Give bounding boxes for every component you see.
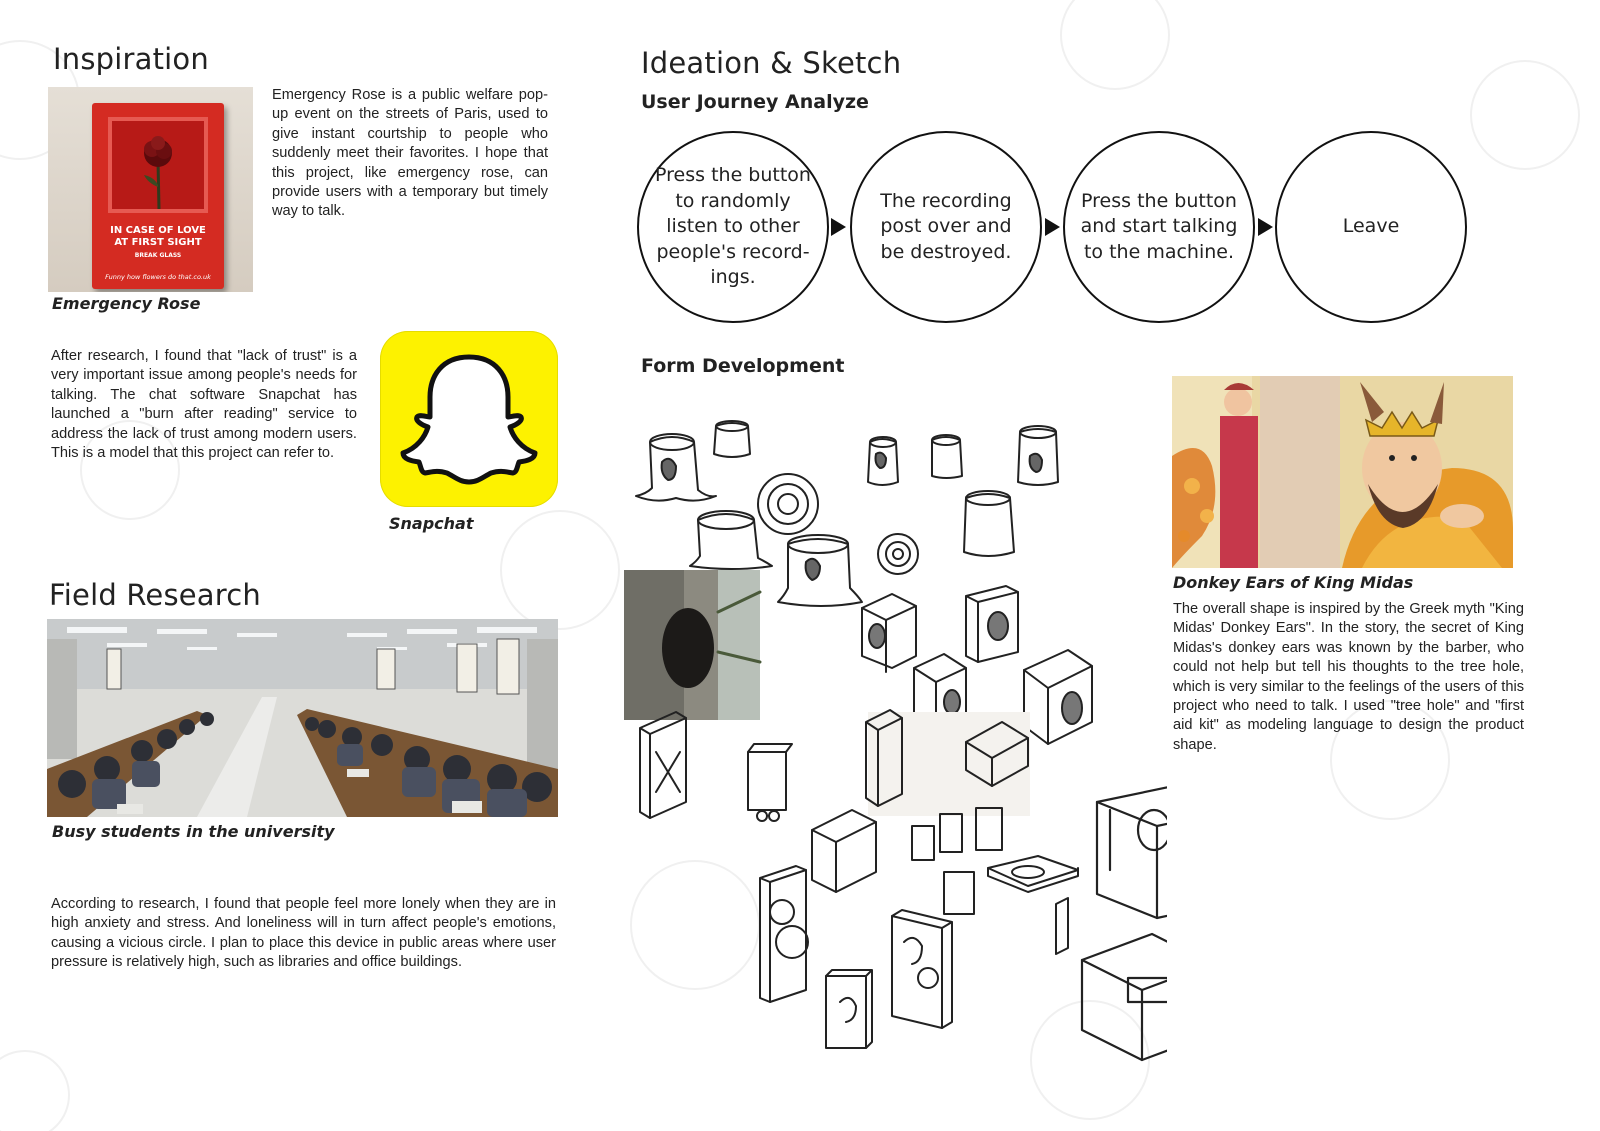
user-journey-title: User Journey Analyze xyxy=(641,91,869,113)
king-midas-paragraph: The overall shape is inspired by the Greek myth "King Midas' Donkey Ears". In the story, the secret of King Midas's donkey ears was known by the barber, who could not help but tell his thoughts to the tree hole, which is very similar to the feelings of the users of this project who need to talk. I used "tree hole" and "first aid kit" as modeling language to design the product shape. xyxy=(1173,601,1524,753)
snapchat-caption: Snapchat xyxy=(389,514,474,533)
emergency-rose-photo xyxy=(48,87,253,292)
king-midas-painting xyxy=(1172,376,1513,568)
rose-icon xyxy=(112,121,204,209)
emergency-rose-paragraph: Emergency Rose is a public welfare pop-up event on the streets of Paris, used to give instant courtship to people who suddenly meet their favorites. I hope that this project, like emergency rose, can provide users with a temporary but timely way to talk. xyxy=(272,87,548,220)
form-development-sketches xyxy=(622,412,1167,1072)
emergency-rose-caption: Emergency Rose xyxy=(52,294,201,313)
journey-step-3: Press the button and start talking to the machine. xyxy=(1063,131,1255,323)
ideation-title: Ideation & Sketch xyxy=(641,46,902,80)
journey-step-4: Leave xyxy=(1275,131,1467,323)
arrow-right-icon xyxy=(1258,218,1273,236)
rose-sign-line4: Funny how flowers do that.co.uk xyxy=(105,273,211,281)
king-midas-caption: Donkey Ears of King Midas xyxy=(1173,573,1414,592)
watermark-stamp xyxy=(0,1050,70,1131)
watermark-stamp xyxy=(1060,0,1170,90)
field-research-title: Field Research xyxy=(49,578,261,612)
form-development-title: Form Development xyxy=(641,355,845,377)
watermark-stamp xyxy=(1470,60,1580,170)
snapchat-logo xyxy=(380,331,558,507)
rose-sign-line3: BREAK GLASS xyxy=(134,252,182,259)
journey-step-1: Press the button to randomly listen to other people's record-ings. xyxy=(637,131,829,323)
journey-step-2: The recording post over and be destroyed. xyxy=(850,131,1042,323)
library-photo-caption: Busy students in the university xyxy=(52,822,335,841)
snapchat-paragraph: After research, I found that "lack of trust" is a very important issue among people's needs for talking. The chat software Snapchat has launched a "burn after reading" service to address the lack of trust among modern users. This is a model that this project can refer to. xyxy=(51,348,357,462)
arrow-right-icon xyxy=(1045,218,1060,236)
inspiration-title: Inspiration xyxy=(53,42,209,76)
product-model-sketches xyxy=(1082,744,1167,1072)
rose-sign-line1: IN CASE OF LOVE xyxy=(110,225,206,236)
field-research-paragraph: According to research, I found that people feel more lonely when they are in high anxiety and stress. And loneliness will in turn affect people's emotions, causing a vicious circle. I plan to place this device in public areas where user pressure is relatively high, such as libraries and office buildings. xyxy=(51,896,556,971)
arrow-right-icon xyxy=(831,218,846,236)
ghost-icon xyxy=(380,331,558,507)
watermark-stamp xyxy=(500,510,620,630)
library-students-photo xyxy=(47,619,558,817)
rose-sign-line2: AT FIRST SIGHT xyxy=(114,237,202,248)
